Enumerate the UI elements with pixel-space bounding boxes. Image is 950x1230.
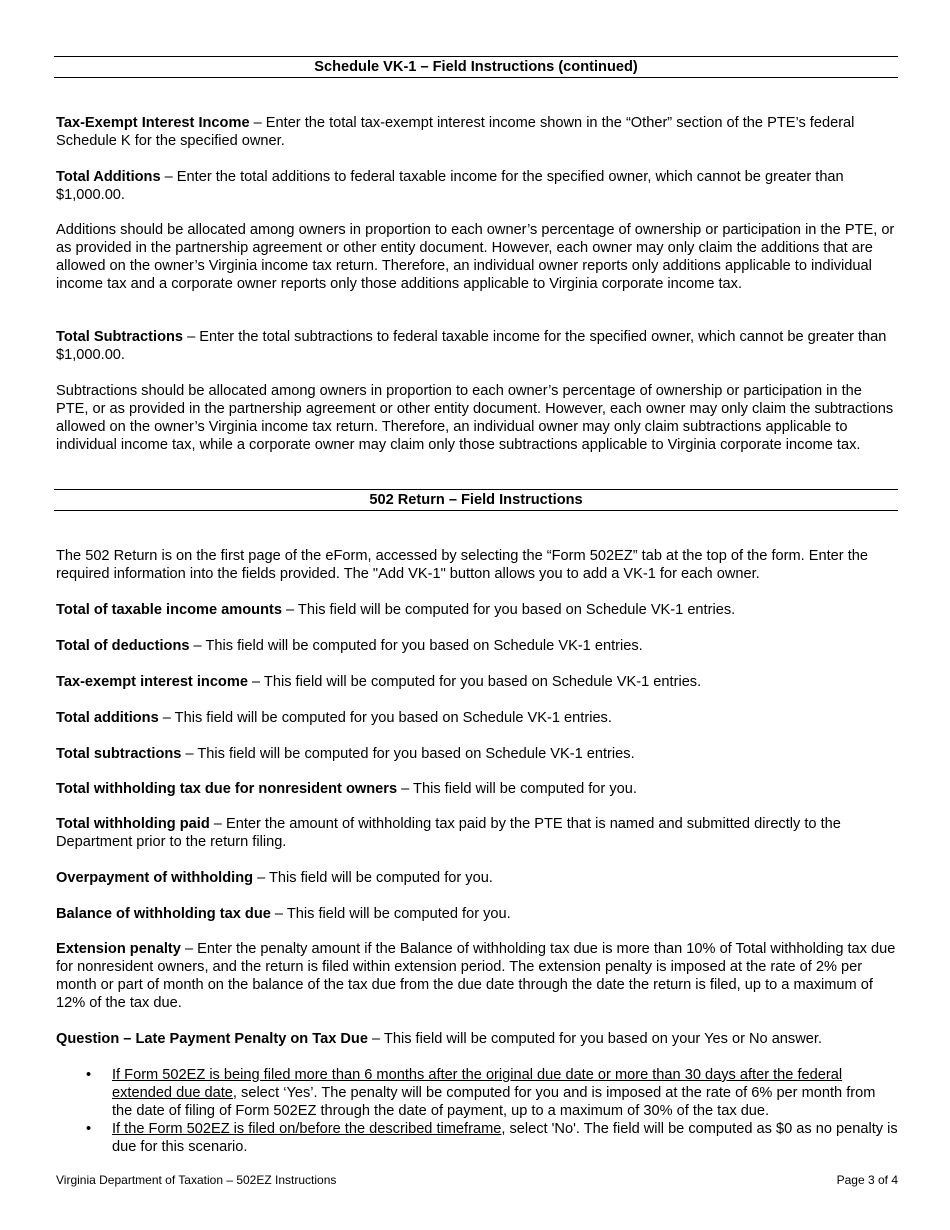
late-payment-bullets [56, 1066, 898, 1156]
ret502-tax-exempt-interest: Tax-exempt interest income – This field will be computed for you based on Schedule VK-1 entries. [56, 674, 702, 690]
bullet-icon: • [86, 1121, 92, 1137]
vk1-total-additions: Total Additions – Enter the total additions to federal taxable income for the specified owner, which cannot be greater than $1,000.00. [56, 169, 844, 203]
term: Overpayment of withholding [56, 870, 254, 886]
ret502-withholding-due: Total withholding tax due for nonresident owners – This field will be computed for you. [56, 781, 637, 797]
vk1-tax-exempt-interest: Tax-Exempt Interest Income – Enter the total tax-exempt interest income shown in the “Other” section of the PTE’s federal Schedule K for the specified owner. [56, 115, 855, 149]
vk1-subtractions-note: Subtractions should be allocated among owners in proportion to each owner’s percentage of ownership or participation in the PTE, or as provided in the partnership agreement or other entity document. However, each owner may only claim the subtractions allowed on the owner’s Virginia income tax return. Therefore, an individual owner may only claim subtractions applicable to individual income tax, while a corporate owner may claim only those subtractions applicable to Virginia corporate income tax. [56, 383, 894, 453]
term: Total Subtractions [56, 329, 184, 345]
section-header-vk1: Schedule VK-1 – Field Instructions (continued) [54, 56, 898, 78]
term: Total additions [56, 710, 159, 726]
page-number: Page 3 of 4 [836, 1173, 898, 1187]
term: Total subtractions [56, 746, 182, 762]
ret502-overpayment: Overpayment of withholding – This field will be computed for you. [56, 870, 493, 886]
ret502-total-subtractions: Total subtractions – This field will be computed for you based on Schedule VK-1 entries. [56, 746, 635, 762]
term: Total of taxable income amounts [56, 602, 282, 618]
term: Balance of withholding tax due [56, 906, 271, 922]
term: Question – Late Payment Penalty on Tax Due [56, 1031, 368, 1047]
list-item: • If Form 502EZ is being filed more than 6 months after the original due date or more than 30 days after the federal extended due date, select ‘Yes’. The penalty will be computed for you and is imposed at the rate of 6% per month from the date of filing of Form 502EZ through the date of payment, up to a maximum of 30% of the tax due. [86, 1067, 876, 1119]
term: Extension penalty [56, 941, 181, 957]
list-item: • If the Form 502EZ is filed on/before the described timeframe, select 'No'. The field will be computed as $0 as no penalty is due for this scenario. [86, 1121, 898, 1155]
bullet-icon: • [86, 1067, 92, 1083]
term: Tax-Exempt Interest Income [56, 115, 250, 131]
section-header-502-return: 502 Return – Field Instructions [54, 489, 898, 511]
term: Total of deductions [56, 638, 190, 654]
ret502-deductions: Total of deductions – This field will be computed for you based on Schedule VK-1 entries. [56, 638, 643, 654]
ret502-balance-due: Balance of withholding tax due – This field will be computed for you. [56, 906, 511, 922]
ret502-total-additions: Total additions – This field will be computed for you based on Schedule VK-1 entries. [56, 710, 612, 726]
term: Tax-exempt interest income [56, 674, 248, 690]
ret502-late-payment-question: Question – Late Payment Penalty on Tax Due – This field will be computed for you based on your Yes or No answer. [56, 1031, 822, 1047]
ret502-intro: The 502 Return is on the first page of the eForm, accessed by selecting the “Form 502EZ” tab at the top of the form. Enter the required information into the fields provided. The "Add VK-1" button allows you to add a VK-1 for each owner. [56, 548, 868, 582]
term: Total withholding tax due for nonresident owners [56, 781, 398, 797]
ret502-extension-penalty: Extension penalty – Enter the penalty amount if the Balance of withholding tax due is more than 10% of Total withholding tax due for nonresident owners, and the return is filed within extension period. The extension penalty is imposed at the rate of 2% per month or part of month on the balance of the tax due from the due date through the date the return is filed, up to a maximum of 12% of the tax due. [56, 941, 896, 1011]
term: Total withholding paid [56, 816, 210, 832]
vk1-additions-note: Additions should be allocated among owners in proportion to each owner’s percentage of ownership or participation in the PTE, or as provided in the partnership agreement or other entity document. However, each owner may only claim the additions that are allowed on the owner’s Virginia income tax return. Therefore, an individual owner reports only additions applicable to individual income tax and a corporate owner reports only those additions applicable to Virginia corporate income tax. [56, 222, 895, 292]
ret502-withholding-paid: Total withholding paid – Enter the amount of withholding tax paid by the PTE that is named and submitted directly to the Department prior to the return filing. [56, 816, 841, 850]
term: Total Additions [56, 169, 161, 185]
vk1-total-subtractions: Total Subtractions – Enter the total subtractions to federal taxable income for the specified owner, which cannot be greater than $1,000.00. [56, 329, 887, 363]
ret502-taxable-income: Total of taxable income amounts – This field will be computed for you based on Schedule VK-1 entries. [56, 602, 736, 618]
footer-source: Virginia Department of Taxation – 502EZ Instructions [56, 1173, 337, 1187]
